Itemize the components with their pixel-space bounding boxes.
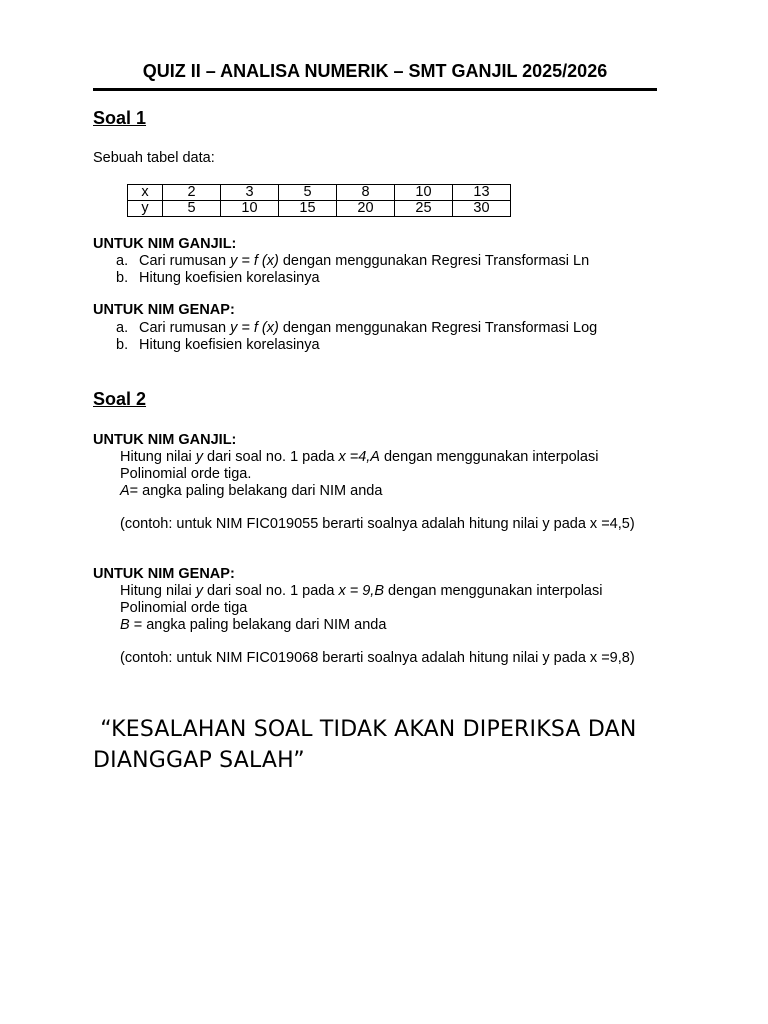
soal1-ganjil-item-a [139,253,589,270]
soal2-genap-example: (contoh: untuk NIM FIC019068 berarti soalnya adalah hitung nilai y pada x =9,8) [120,650,635,666]
list-marker: b. [116,270,129,286]
table-cell: 25 [395,201,453,217]
soal2-genap-line1 [120,583,602,600]
item-text: dengan menggunakan Regresi Transformasi Log [278,320,598,336]
soal2-ganjil-line1 [120,449,598,466]
soal1-ganjil-item-b: Hitung koefisien korelasinya [139,270,320,286]
soal1-heading: Soal 1 [93,108,147,128]
table-row-x [128,185,511,201]
formula: y = f (x) [230,320,279,336]
line-text: = angka paling belakang dari NIM anda [129,483,383,499]
soal2-ganjil-line2: Polinomial orde tiga. [120,466,252,482]
warning-note: “KESALAHAN SOAL TIDAK AKAN DIPERIKSA DAN DIANGGAP SALAH” [93,717,644,773]
table-cell: 13 [453,185,511,201]
soal1-genap-heading: UNTUK NIM GENAP: [93,302,235,318]
line-text: dengan menggunakan interpolasi [379,449,599,465]
table-cell: 8 [337,185,395,201]
variable: y [195,449,204,465]
table-cell: 2 [163,185,221,201]
variable-value: x =4,A [338,449,380,465]
line-text: = angka paling belakang dari NIM anda [129,617,387,633]
table-cell: 5 [163,201,221,217]
soal2-heading: Soal 2 [93,389,147,409]
table-cell: 15 [279,201,337,217]
soal2-genap-heading: UNTUK NIM GENAP: [93,566,235,582]
soal1-ganjil-heading: UNTUK NIM GANJIL: [93,236,237,252]
soal1-genap-item-b: Hitung koefisien korelasinya [139,337,320,353]
variable: y [195,583,204,599]
table-row-y [128,201,511,217]
line-text: dari soal no. 1 pada [203,449,339,465]
table-header-x: x [128,185,163,201]
soal1-intro: Sebuah tabel data: [93,150,215,166]
soal2-ganjil-line3 [120,483,382,500]
list-marker: a. [116,320,129,336]
variable: A [120,483,130,499]
line-text: Hitung nilai [120,583,196,599]
table-cell: 3 [221,185,279,201]
variable: B [120,617,130,633]
title-divider [93,88,657,91]
item-text: Cari rumusan [139,320,231,336]
table-cell: 5 [279,185,337,201]
list-marker: b. [116,337,129,353]
list-marker: a. [116,253,129,269]
page-title: QUIZ II – ANALISA NUMERIK – SMT GANJIL 2025/2026 [142,61,608,81]
formula: y = f (x) [230,253,279,269]
soal2-genap-line2: Polinomial orde tiga [120,600,248,616]
soal2-ganjil-heading: UNTUK NIM GANJIL: [93,432,237,448]
table-cell: 10 [221,201,279,217]
soal1-genap-item-a [139,320,597,337]
soal2-ganjil-example: (contoh: untuk NIM FIC019055 berarti soalnya adalah hitung nilai y pada x =4,5) [120,516,635,532]
table-cell: 30 [453,201,511,217]
table-cell: 20 [337,201,395,217]
item-text: Cari rumusan [139,253,231,269]
data-table [127,184,511,217]
line-text: dari soal no. 1 pada [203,583,339,599]
line-text: Hitung nilai [120,449,196,465]
table-cell: 10 [395,185,453,201]
line-text: dengan menggunakan interpolasi [384,583,603,599]
variable-value: x = 9,B [338,583,384,599]
item-text: dengan menggunakan Regresi Transformasi Ln [278,253,590,269]
soal2-genap-line3 [120,617,386,634]
table-header-y: y [128,201,163,217]
